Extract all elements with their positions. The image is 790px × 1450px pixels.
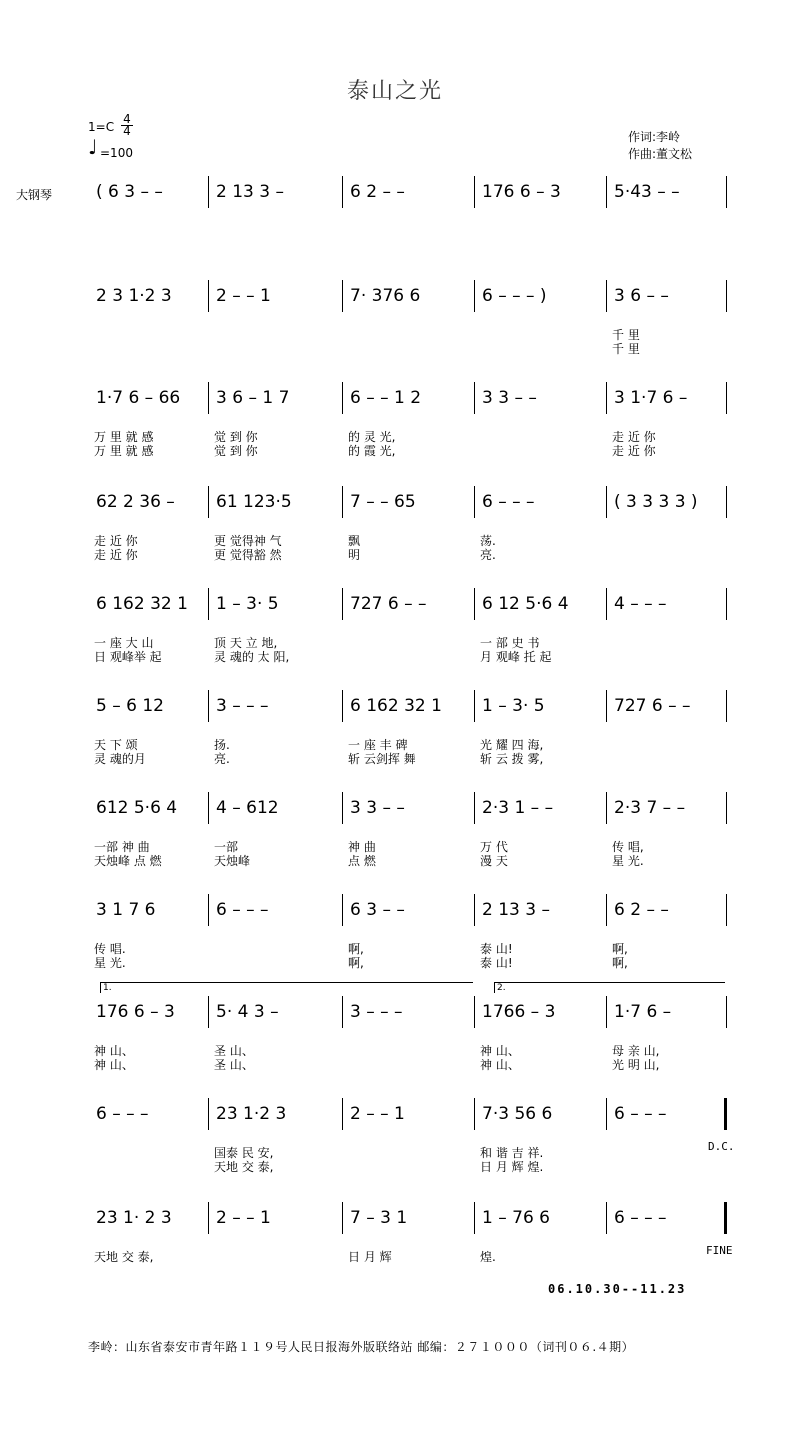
- lyric-line-2: 天烛峰: [214, 854, 251, 868]
- lyric-line-2: 走 近 你: [612, 444, 656, 458]
- measure-notes: 61 123·5: [216, 492, 292, 512]
- measure-notes: 6 162 32 1: [350, 696, 442, 716]
- lyric-line-1: 飘: [348, 534, 361, 548]
- lyric-line-1: 泰 山!: [480, 942, 513, 956]
- lyric-line-1: 神 曲: [348, 840, 376, 854]
- lyric-line-2: 觉 到 你: [214, 444, 258, 458]
- lyric-line-2: 斩 云剑挥 舞: [348, 752, 416, 766]
- lyric-line-2: 明: [348, 548, 361, 562]
- measure-notes: 727 6 – –: [350, 594, 427, 614]
- barline: [726, 486, 727, 518]
- barline: [726, 382, 727, 414]
- barline: [474, 486, 475, 518]
- barline: [342, 176, 343, 208]
- measure-notes: 23 1· 2 3: [96, 1208, 172, 1228]
- lyric-line-2: 万 里 就 感: [94, 444, 154, 458]
- final-barline: [724, 1098, 727, 1130]
- lyric-line-2: 星 光.: [612, 854, 644, 868]
- lyric-line-1: 一部: [214, 840, 239, 854]
- measure-notes: 7 – 3 1: [350, 1208, 408, 1228]
- measure-notes: 2·3 7 – –: [614, 798, 686, 818]
- barline: [606, 894, 607, 926]
- barline: [474, 792, 475, 824]
- lyric-line-2: 斩 云 拨 雾,: [480, 752, 544, 766]
- lyric-line-1: 神 山、: [94, 1044, 134, 1058]
- key-signature: 1=C: [88, 120, 115, 134]
- measure-notes: 2 3 1·2 3: [96, 286, 172, 306]
- barline: [342, 1098, 343, 1130]
- lyric-line-1: 觉 到 你: [214, 430, 258, 444]
- barline: [342, 1202, 343, 1234]
- lyric-line-1: 走 近 你: [612, 430, 656, 444]
- measure-notes: 1 – 3· 5: [216, 594, 279, 614]
- measure-notes: 3 1·7 6 –: [614, 388, 688, 408]
- measure-notes: 2·3 1 – –: [482, 798, 554, 818]
- lyric-line-1: 天 下 颂: [94, 738, 138, 752]
- barline: [726, 690, 727, 722]
- song-title: 泰山之光: [346, 79, 443, 104]
- lyric-line-2: 灵 魂的 太 阳,: [214, 650, 290, 664]
- barline: [342, 996, 343, 1028]
- final-barline: [724, 1202, 727, 1234]
- barline: [606, 1202, 607, 1234]
- lyric-line-1: 扬.: [214, 738, 230, 752]
- lyric-line-1: 光 耀 四 海,: [480, 738, 544, 752]
- measure-notes: 2 13 3 –: [216, 182, 284, 202]
- lyric-line-2: 走 近 你: [94, 548, 138, 562]
- barline: [474, 690, 475, 722]
- measure-notes: ( 6 3 – –: [96, 182, 163, 202]
- lyric-line-2: 泰 山!: [480, 956, 513, 970]
- lyric-line-1: 传 唱.: [94, 942, 126, 956]
- measure-notes: 6 – – –: [96, 1104, 149, 1124]
- lyric-line-1: 一 座 大 山: [94, 636, 154, 650]
- quarter-note-icon: ♩: [88, 135, 98, 159]
- measure-notes: 727 6 – –: [614, 696, 691, 716]
- lyricist: 作词:李岭: [628, 130, 681, 144]
- lyric-line-2: 神 山、: [94, 1058, 134, 1072]
- composer: 作曲:董文松: [628, 147, 693, 161]
- measure-notes: 6 2 – –: [350, 182, 405, 202]
- measure-notes: 3 6 – 1 7: [216, 388, 290, 408]
- lyric-line-1: 煌.: [480, 1250, 496, 1264]
- measure-notes: 6 – – –: [614, 1208, 667, 1228]
- lyric-line-2: 千 里: [612, 342, 640, 356]
- lyric-line-1: 顶 天 立 地,: [214, 636, 278, 650]
- lyric-line-2: 的 霞 光,: [348, 444, 396, 458]
- lyric-line-1: 千 里: [612, 328, 640, 342]
- measure-notes: 6 – – 1 2: [350, 388, 422, 408]
- barline: [342, 894, 343, 926]
- lyric-line-1: 的 灵 光,: [348, 430, 396, 444]
- measure-notes: 3 6 – –: [614, 286, 669, 306]
- lyric-line-2: 月 观峰 托 起: [480, 650, 552, 664]
- barline: [726, 588, 727, 620]
- barline: [606, 588, 607, 620]
- barline: [342, 280, 343, 312]
- measure-notes: 3 – – –: [216, 696, 269, 716]
- lyric-line-2: 日 月 辉 煌.: [480, 1160, 544, 1174]
- time-signature: [121, 114, 133, 137]
- lyric-line-2: 点 燃: [348, 854, 376, 868]
- barline: [474, 382, 475, 414]
- second-ending-bracket: 2.: [494, 982, 725, 993]
- measure-notes: 5 – 6 12: [96, 696, 164, 716]
- measure-notes: 5·43 – –: [614, 182, 680, 202]
- barline: [726, 792, 727, 824]
- lyric-line-2: 灵 魂的月: [94, 752, 146, 766]
- barline: [606, 1098, 607, 1130]
- measure-notes: 2 13 3 –: [482, 900, 550, 920]
- barline: [342, 588, 343, 620]
- barline: [342, 382, 343, 414]
- measure-notes: 3 – – –: [350, 1002, 403, 1022]
- measure-notes: 7 – – 65: [350, 492, 416, 512]
- measure-notes: 62 2 36 –: [96, 492, 175, 512]
- barline: [208, 894, 209, 926]
- lyric-line-1: 和 谐 吉 祥.: [480, 1146, 544, 1160]
- measure-notes: 1 – 3· 5: [482, 696, 545, 716]
- barline: [474, 280, 475, 312]
- barline: [208, 792, 209, 824]
- lyric-line-2: 天烛峰 点 燃: [94, 854, 162, 868]
- barline: [342, 690, 343, 722]
- lyric-line-2: 亮.: [480, 548, 496, 562]
- first-ending-bracket: 1.: [100, 982, 473, 993]
- barline: [208, 1098, 209, 1130]
- measure-notes: 3 1 7 6: [96, 900, 156, 920]
- measure-notes: 612 5·6 4: [96, 798, 178, 818]
- measure-notes: 6 – – –: [614, 1104, 667, 1124]
- barline: [474, 996, 475, 1028]
- lyric-line-1: 更 觉得神 气: [214, 534, 282, 548]
- instrument-label: 大钢琴: [16, 188, 53, 202]
- lyric-line-2: 日 观峰举 起: [94, 650, 162, 664]
- measure-notes: 176 6 – 3: [96, 1002, 175, 1022]
- barline: [474, 588, 475, 620]
- measure-notes: 5· 4 3 –: [216, 1002, 279, 1022]
- lyric-line-2: 光 明 山,: [612, 1058, 660, 1072]
- barline: [208, 486, 209, 518]
- barline: [474, 1202, 475, 1234]
- lyric-line-2: 漫 天: [480, 854, 508, 868]
- time-bottom: 4: [121, 125, 133, 137]
- measure-notes: 1766 – 3: [482, 1002, 556, 1022]
- measure-notes: 6 162 32 1: [96, 594, 188, 614]
- measure-notes: 3 3 – –: [482, 388, 537, 408]
- measure-notes: ( 3 3 3 3 ): [614, 492, 698, 512]
- measure-notes: 1·7 6 –: [614, 1002, 672, 1022]
- lyric-line-1: 圣 山、: [214, 1044, 254, 1058]
- barline: [606, 792, 607, 824]
- barline: [474, 1098, 475, 1130]
- lyric-line-1: 国泰 民 安,: [214, 1146, 274, 1160]
- measure-notes: 6 12 5·6 4: [482, 594, 569, 614]
- lyric-line-1: 一 座 丰 碑: [348, 738, 408, 752]
- barline: [342, 486, 343, 518]
- time-top: 4: [123, 112, 131, 126]
- measure-notes: 6 – – –: [482, 492, 535, 512]
- barline: [726, 894, 727, 926]
- lyric-line-1: 母 亲 山,: [612, 1044, 660, 1058]
- lyric-line-2: 神 山、: [480, 1058, 520, 1072]
- barline: [208, 690, 209, 722]
- barline: [208, 588, 209, 620]
- lyric-line-2: 星 光.: [94, 956, 126, 970]
- barline: [606, 996, 607, 1028]
- barline: [208, 996, 209, 1028]
- barline: [606, 280, 607, 312]
- lyric-line-2: 亮.: [214, 752, 230, 766]
- measure-notes: 7·3 56 6: [482, 1104, 553, 1124]
- barline: [606, 176, 607, 208]
- measure-notes: 23 1·2 3: [216, 1104, 287, 1124]
- measure-notes: 3 3 – –: [350, 798, 405, 818]
- barline: [208, 176, 209, 208]
- measure-notes: 4 – – –: [614, 594, 667, 614]
- barline: [606, 690, 607, 722]
- barline: [208, 382, 209, 414]
- measure-notes: 2 – – 1: [216, 286, 271, 306]
- measure-notes: 6 – – –: [216, 900, 269, 920]
- measure-notes: 7· 376 6: [350, 286, 421, 306]
- barline: [726, 996, 727, 1028]
- measure-notes: 2 – – 1: [350, 1104, 405, 1124]
- lyric-line-2: 啊,: [612, 956, 628, 970]
- measure-notes: 176 6 – 3: [482, 182, 561, 202]
- lyric-line-1: 万 代: [480, 840, 508, 854]
- barline: [726, 280, 727, 312]
- lyric-line-2: 圣 山、: [214, 1058, 254, 1072]
- barline: [208, 280, 209, 312]
- measure-notes: 4 – 612: [216, 798, 279, 818]
- contact-footer: 李岭：山东省泰安市青年路１１９号人民日报海外版联络站 邮编：２７１０００（词刊０６.４期）: [88, 1340, 635, 1354]
- barline: [606, 382, 607, 414]
- lyric-line-1: 荡.: [480, 534, 496, 548]
- composition-date: 06.10.30--11.23: [548, 1282, 687, 1296]
- lyric-line-1: 走 近 你: [94, 534, 138, 548]
- measure-notes: 6 3 – –: [350, 900, 405, 920]
- barline: [342, 792, 343, 824]
- lyric-line-1: 啊,: [348, 942, 364, 956]
- lyric-line-1: 啊,: [612, 942, 628, 956]
- lyric-line-2: 天地 交 泰,: [214, 1160, 274, 1174]
- lyric-line-1: 日 月 辉: [348, 1250, 392, 1264]
- barline: [726, 176, 727, 208]
- lyric-line-1: 神 山、: [480, 1044, 520, 1058]
- lyric-line-2: 啊,: [348, 956, 364, 970]
- measure-notes: 1 – 76 6: [482, 1208, 550, 1228]
- measure-notes: 6 2 – –: [614, 900, 669, 920]
- measure-notes: 6 – – – ): [482, 286, 547, 306]
- measure-notes: 1·7 6 – 66: [96, 388, 181, 408]
- barline: [208, 1202, 209, 1234]
- barline: [474, 894, 475, 926]
- end-mark: FINE: [706, 1244, 733, 1257]
- lyric-line-1: 一 部 史 书: [480, 636, 540, 650]
- lyric-line-1: 天地 交 泰,: [94, 1250, 154, 1264]
- lyric-line-1: 传 唱,: [612, 840, 644, 854]
- lyric-line-2: 更 觉得豁 然: [214, 548, 282, 562]
- lyric-line-1: 万 里 就 感: [94, 430, 154, 444]
- barline: [606, 486, 607, 518]
- barline: [474, 176, 475, 208]
- end-mark: D.C.: [708, 1140, 735, 1153]
- lyric-line-1: 一部 神 曲: [94, 840, 150, 854]
- measure-notes: 2 – – 1: [216, 1208, 271, 1228]
- tempo-mark: =100: [100, 146, 133, 160]
